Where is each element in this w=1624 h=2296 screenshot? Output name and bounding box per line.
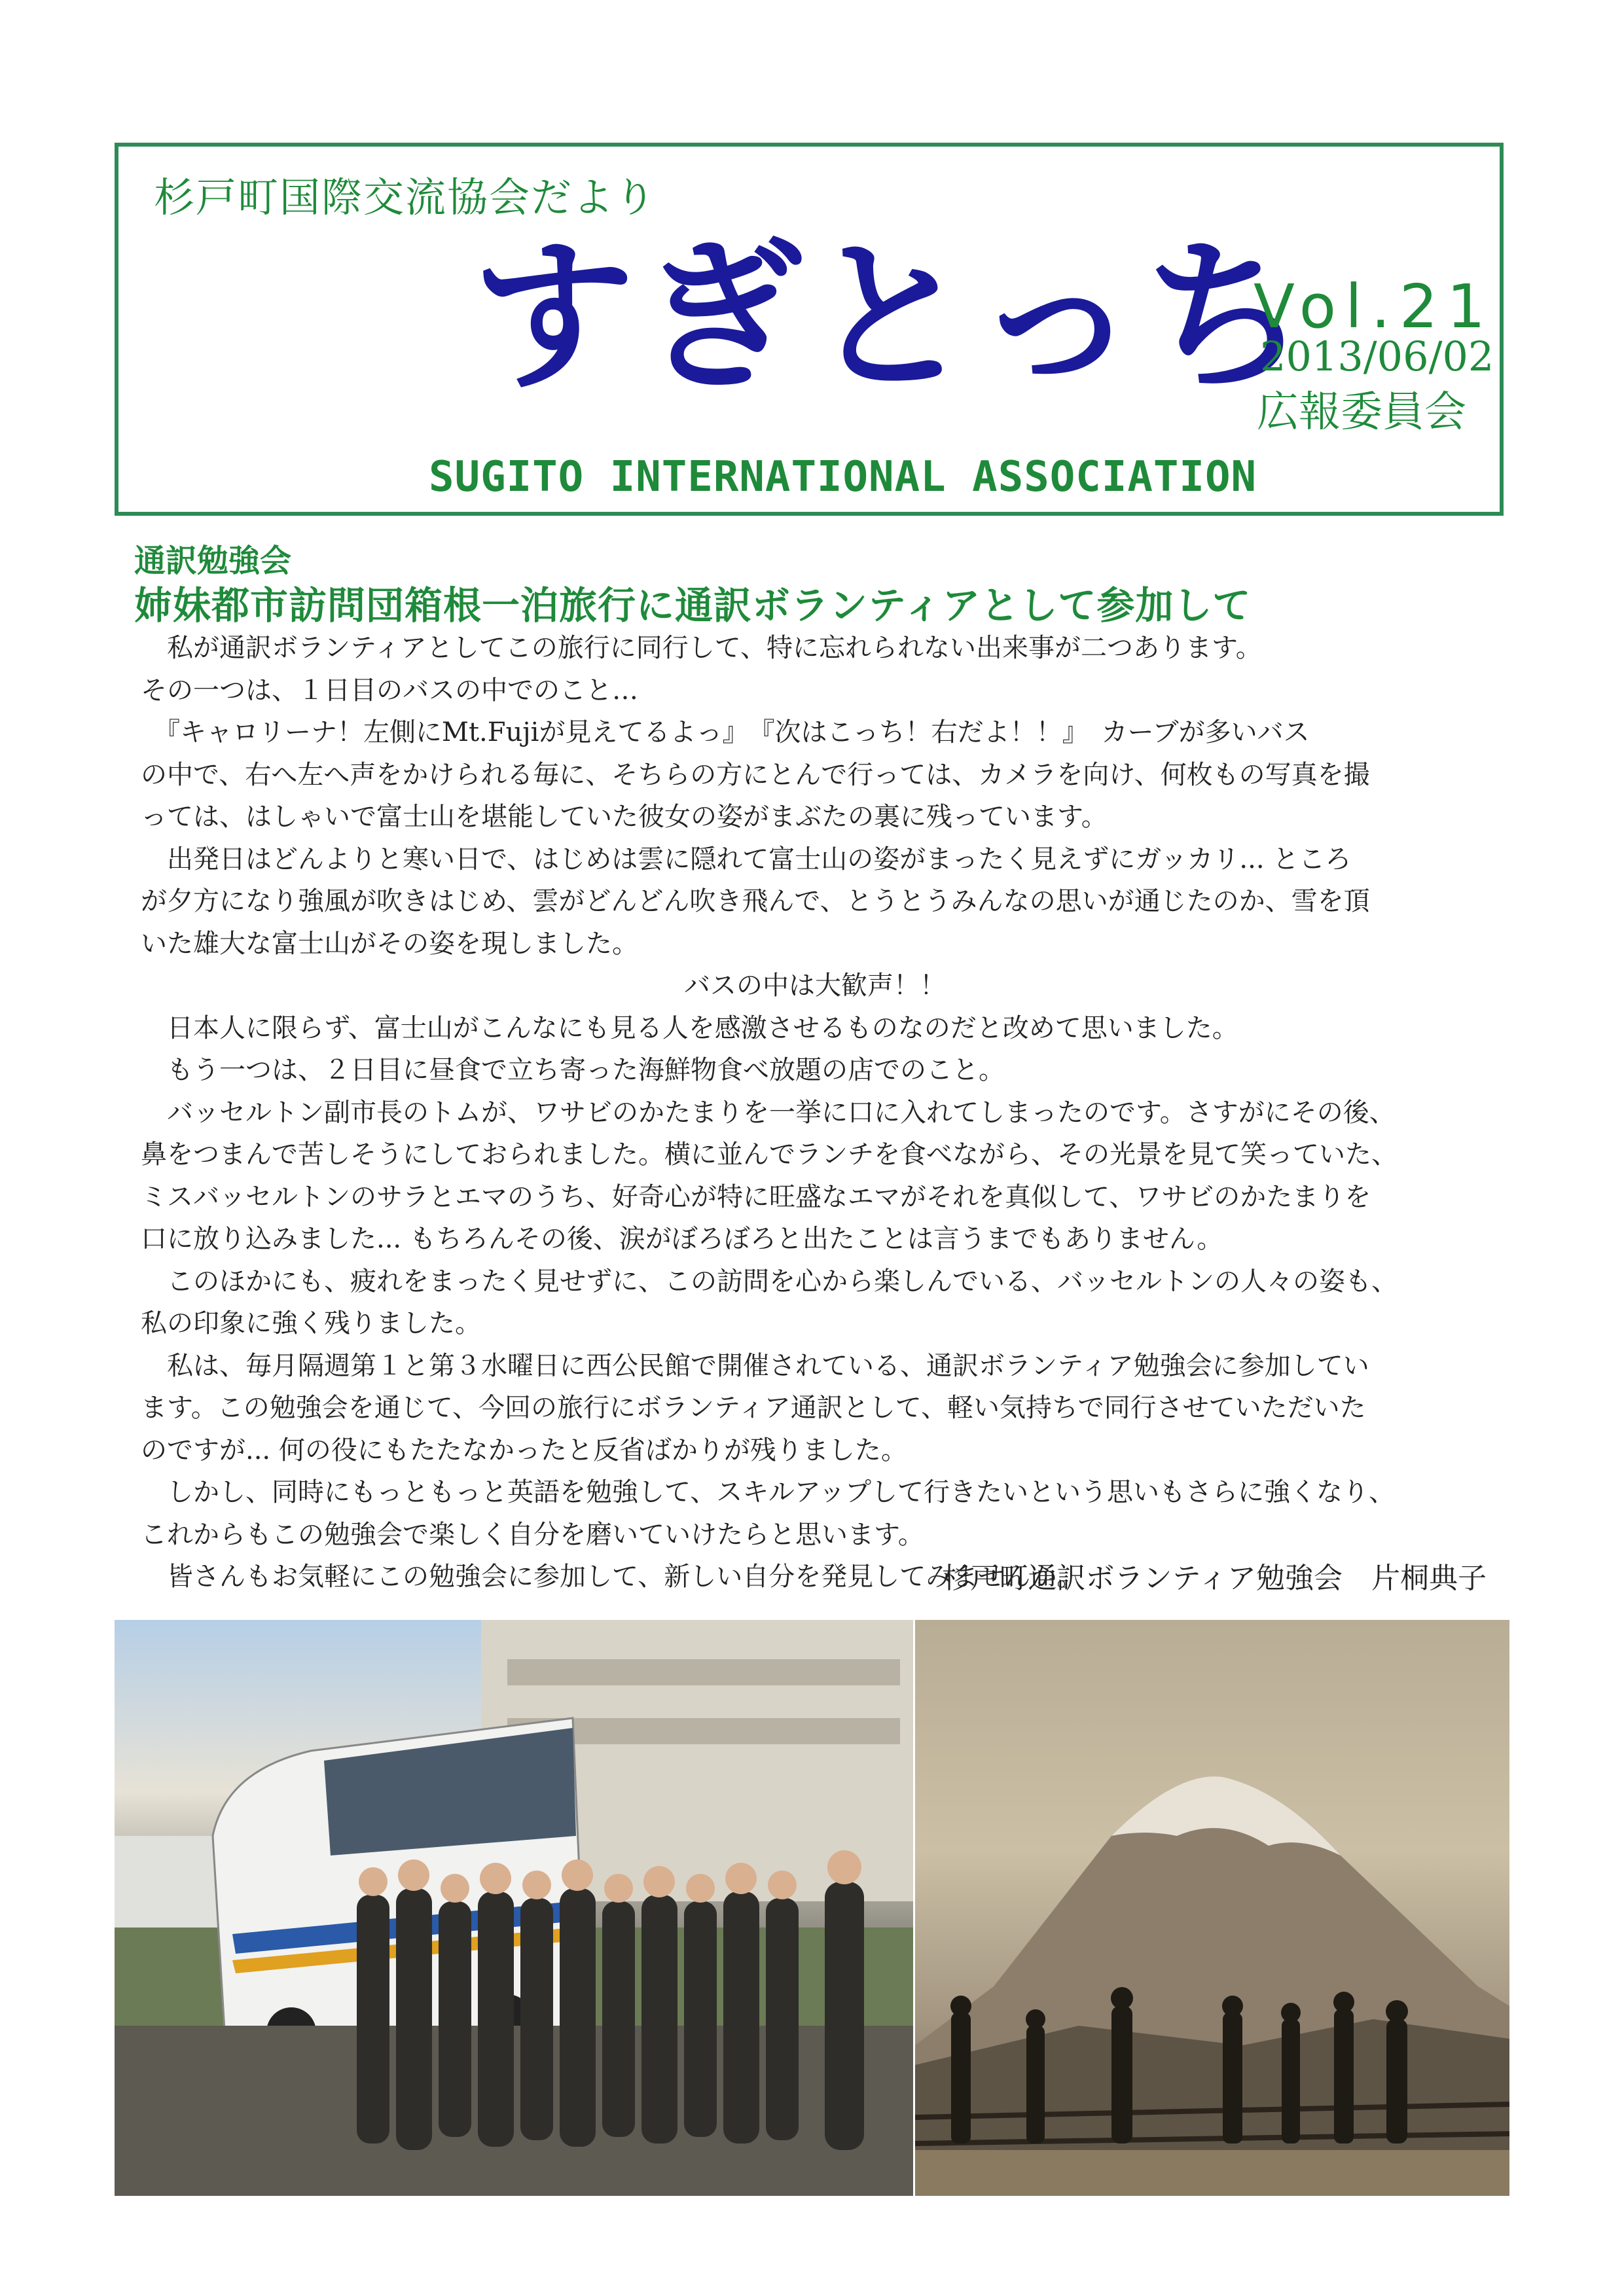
body-line-centered: バスの中は大歓声！！ — [684, 971, 946, 1001]
section-label: 通訳勉強会 — [134, 543, 292, 579]
body-line: 日本人に限らず、富士山がこんなにも見る人を感激させるものなのだと改めて思いました。 — [141, 1013, 1238, 1043]
article-title: 姉妹都市訪問団箱根一泊旅行に通訳ボランティアとして参加して — [134, 583, 1252, 628]
body-line: もう一つは、２日目に昼食で立ち寄った海鮮物食べ放題の店でのこと。 — [141, 1055, 1005, 1085]
body-line: 私の印象に強く残りました。 — [141, 1308, 481, 1338]
body-line: 私が通訳ボランティアとしてこの旅行に同行して、特に忘れられない出来事が二つあります。 — [141, 633, 1262, 663]
body-line: これからもこの勉強会で楽しく自分を磨いていけたらと思います。 — [141, 1519, 924, 1550]
body-line: バッセルトン副市長のトムが、ワサビのかたまりを一挙に口に入れてしまったのです。さすがにその後、 — [141, 1097, 1396, 1128]
volume-number: Vol.21 — [1254, 272, 1494, 342]
mount-fuji-photo — [915, 1620, 1509, 2196]
group-bus-photo — [115, 1620, 913, 2196]
issue-date: 2013/06/02 — [1260, 332, 1494, 380]
body-line: ます。この勉強会を通じて、今回の旅行にボランティア通訳として、軽い気持ちで同行させていただいた — [141, 1393, 1366, 1423]
article-body — [141, 627, 1489, 1598]
body-line: その一つは、１日目のバスの中でのこと… — [141, 675, 638, 706]
body-line: このほかにも、疲れをまったく見せずに、この訪問を心から楽しんでいる、バッセルトンの人々の姿も、 — [141, 1266, 1398, 1297]
association-name: SUGITO INTERNATIONAL ASSOCIATION — [429, 453, 1257, 501]
body-line: 『キャロリーナ！左側にMt.Fujiが見えてるよっ』 『次はこっち！右だよ！！』 カーブが多いバス — [141, 717, 1310, 747]
body-line: 口に放り込みました... もちろんその後、涙がぼろぼろと出たことは言うまでもありません。 — [141, 1224, 1223, 1254]
mount-fuji-illustration — [915, 1620, 1509, 2196]
masthead-title: すぎとっち — [471, 222, 1312, 412]
body-line: ミスバッセルトンのサラとエマのうち、好奇心が特に旺盛なエマがそれを真似して、ワサビのかたまりを — [141, 1181, 1371, 1212]
newsletter-subtitle: 杉戸町国際交流協会だより — [154, 173, 657, 221]
group-photo-illustration — [115, 1620, 913, 2196]
body-line: のですが... 何の役にもたたなかったと反省ばかりが残りました。 — [141, 1435, 907, 1465]
body-line: っては、はしゃいで富士山を堪能していた彼女の姿がまぶたの裏に残っています。 — [141, 802, 1108, 832]
body-line: 私は、毎月隔週第１と第３水曜日に西公民館で開催されている、通訳ボランティア勉強会に参加してい — [141, 1350, 1369, 1381]
body-line: 皆さんもお気軽にこの勉強会に参加して、新しい自分を発見してみませんか。 — [141, 1562, 1083, 1592]
body-line: が夕方になり強風が吹きはじめ、雲がどんどん吹き飛んで、とうとうみんなの思いが通じたのか、雪を頂 — [141, 886, 1370, 916]
body-line: の中で、右へ左へ声をかけられる毎に、そちらの方にとんで行っては、カメラを向け、何枚もの写真を撮 — [141, 759, 1370, 790]
committee-name: 広報委員会 — [1257, 388, 1466, 437]
body-line: しかし、同時にもっともっと英語を勉強して、スキルアップして行きたいという思いもさらに強くなり、 — [141, 1477, 1395, 1507]
author-signature: 杉戸町通訳ボランティア勉強会 片桐典子 — [941, 1562, 1487, 1595]
body-line: いた雄大な富士山がその姿を現しました。 — [141, 928, 638, 959]
body-line: 出発日はどんよりと寒い日で、はじめは雲に隠れて富士山の姿がまったく見えずにガッカリ... ところ — [141, 844, 1352, 874]
body-line: 鼻をつまんで苦しそうにしておられました。横に並んでランチを食べながら、その光景を見て笑っていた、 — [141, 1139, 1398, 1170]
